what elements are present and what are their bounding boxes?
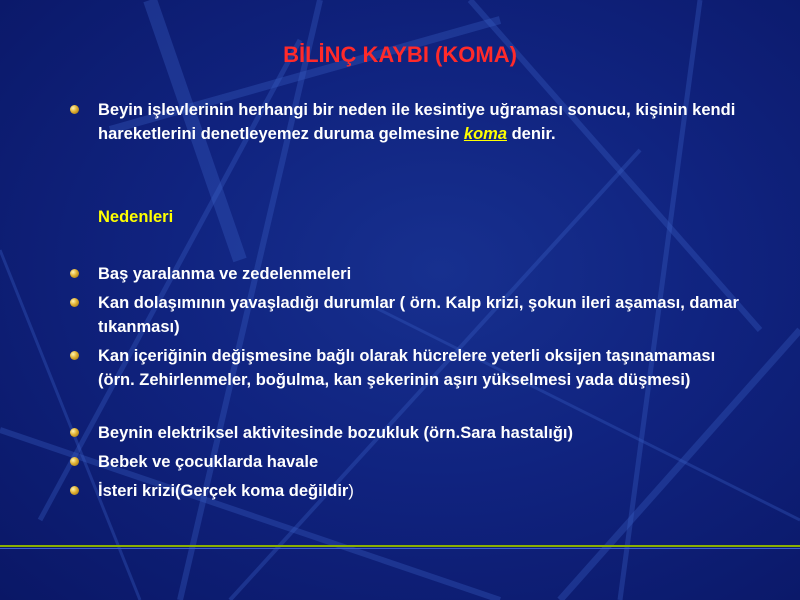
definition-text: Beyin işlevlerinin herhangi bir neden ile kesintiye uğraması sonucu, kişinin kendi hareketlerini denetleyemez duruma gelmesine — [98, 101, 736, 143]
bullet-icon — [70, 457, 79, 466]
cause-text: Baş yaralanma ve zedelenmeleri — [98, 265, 352, 283]
cause-text: İsteri krizi(Gerçek koma değildir — [98, 482, 349, 500]
bullet-icon — [70, 298, 79, 307]
cause-close-paren: ) — [348, 482, 354, 500]
cause-item — [98, 262, 748, 286]
slide-title: BİLİNÇ KAYBI (KOMA) — [283, 42, 517, 67]
bullet-icon — [70, 105, 79, 114]
cause-text: Kan içeriğinin değişmesine bağlı olarak hücrelere yeterli oksijen taşınamaması (örn. Zehirlenmeler, boğulma, kan şekerinin aşırı yükselmesi yada düşmesi) — [98, 347, 716, 389]
cause-item — [98, 344, 748, 392]
cause-text: Kan dolaşımının yavaşladığı durumlar ( örn. Kalp krizi, şokun ileri aşaması, damar tıkanması) — [98, 294, 739, 336]
bullet-icon — [70, 428, 79, 437]
definition-tail: denir. — [507, 125, 556, 143]
bottom-rule-green — [0, 545, 800, 547]
cause-item — [98, 421, 748, 445]
cause-text: Bebek ve çocuklarda havale — [98, 453, 319, 471]
cause-item — [98, 450, 748, 474]
definition-paragraph — [98, 98, 748, 146]
keyword-koma: koma — [463, 125, 508, 143]
bullet-icon — [70, 486, 79, 495]
bullet-icon — [70, 269, 79, 278]
bullet-icon — [70, 351, 79, 360]
cause-item — [98, 479, 748, 503]
bottom-rule-blue — [0, 548, 800, 549]
cause-item — [98, 291, 748, 339]
causes-heading: Nedenleri — [98, 208, 174, 226]
cause-text: Beynin elektriksel aktivitesinde bozukluk (örn.Sara hastalığı) — [98, 424, 573, 442]
